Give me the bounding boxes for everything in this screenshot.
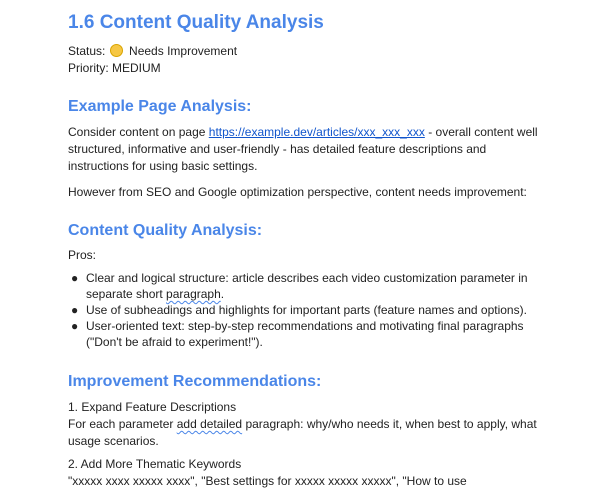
spellcheck-phrase: add detailed — [176, 417, 243, 431]
pros-list — [68, 270, 538, 350]
however-paragraph: However from SEO and Google optimization perspective, content needs improvement: — [68, 185, 527, 199]
bullet-icon: ● — [71, 271, 79, 285]
pros-label: Pros: — [68, 248, 97, 262]
page-title: 1.6 Content Quality Analysis — [68, 12, 324, 33]
status-value: Needs Improvement — [129, 44, 238, 58]
consider-suffix: - overall content well structured, informative and user-friendly - has detailed feature descriptions and instructions for using basic settings. — [68, 125, 538, 173]
bullet-icon: ● — [71, 303, 79, 317]
rec2-body: "xxxxx xxxx xxxxx xxxx", "Best settings for xxxxx xxxxx xxxxx", "How to use — [68, 474, 467, 488]
bullet-icon: ● — [71, 319, 79, 333]
list-item: ● Use of subheadings and highlights for important parts (feature names and options). — [71, 303, 527, 317]
priority-label: Priority: — [68, 61, 109, 75]
priority-value: MEDIUM — [112, 61, 161, 75]
rec1-body: For each parameter add detailed paragraph: why/who needs it, when best to apply, what usage scenarios. — [68, 417, 537, 448]
improvement-heading: Improvement Recommendations: — [68, 373, 322, 390]
spellcheck-word: paragraph — [166, 287, 221, 301]
list-item: ● User-oriented text: step-by-step recommendations and motivating final paragraphs ("Don't be afraid to experiment!"). — [71, 319, 524, 349]
status-line — [68, 43, 538, 60]
priority-line — [68, 60, 538, 77]
example-page-link[interactable]: https://example.dev/articles/xxx_xxx_xxx — [208, 125, 425, 139]
document-body — [68, 10, 538, 490]
consider-paragraph — [68, 124, 538, 175]
rec1-title: 1. Expand Feature Descriptions — [68, 400, 237, 414]
consider-prefix: Consider content on page — [68, 125, 209, 139]
rec2-title: 2. Add More Thematic Keywords — [68, 457, 242, 471]
quality-heading: Content Quality Analysis: — [68, 222, 263, 239]
list-item: ● Clear and logical structure: article describes each video customization parameter in separate short paragraph. — [71, 271, 528, 301]
example-heading: Example Page Analysis: — [68, 98, 252, 115]
status-label: Status: — [68, 44, 106, 58]
yellow-circle-icon — [110, 44, 123, 57]
